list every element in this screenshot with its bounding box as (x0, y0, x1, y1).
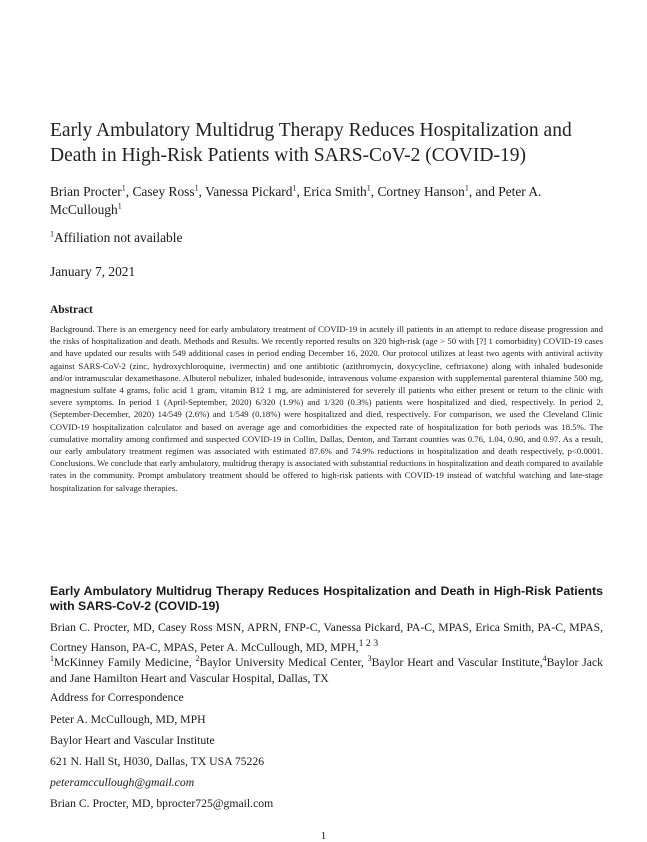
page-number: 1 (320, 830, 327, 842)
affiliation-sup: 1 (50, 229, 54, 239)
author-name: Erica Smith (303, 184, 367, 199)
author-name: Vanessa Pickard (205, 184, 293, 199)
author-name: Casey Ross (132, 184, 195, 199)
affiliation-text: Affiliation not available (54, 230, 183, 245)
author-name: Peter A. McCullough (50, 184, 542, 217)
section-title: Early Ambulatory Multidrug Therapy Reduces Hospitalization and Death in High-Risk Patients with SARS-CoV-2 (COVID-19) (50, 584, 603, 613)
correspondence-heading: Address for Correspondence (50, 691, 184, 704)
credentials-sup: 1 2 3 (358, 637, 379, 649)
author-affil-sup: 1 (292, 183, 297, 193)
author-name: Cortney Hanson (377, 184, 465, 199)
affiliation-line (50, 230, 182, 246)
author-affil-sup: 1 (464, 183, 469, 193)
contact-name: Peter A. McCullough, MD, MPH (50, 713, 206, 726)
second-contact: Brian C. Procter, MD, bprocter725@gmail.com (50, 797, 274, 810)
contact-email: peteramccullough@gmail.com (50, 776, 195, 789)
affil-text: Baylor Heart and Vascular Institute, (371, 656, 543, 669)
affil-text: Baylor University Medical Center, (199, 656, 368, 669)
author-affil-sup: 1 (366, 183, 371, 193)
author-affil-sup: 1 (121, 183, 126, 193)
author-credentials (50, 620, 603, 655)
affil-sup: 4 (542, 654, 547, 664)
margin-watermark (0, 0, 10, 842)
abstract-text: Background. There is an emergency need for early ambulatory treatment of COVID-19 in acutely ill patients in an attempt to reduce disease progression and the risks of hospitalization and death. Methods and Results. We recently reported results on 320 high-risk (age > 50 with [?] 1 comorbidity) COVID-19 cases and have updated our results with 549 additional cases in period ending December 16, 2020. Our protocol utilizes at least two agents with antiviral activity against SARS-CoV-2 (zinc, hydroxychloroquine, ivermectin) and one antibiotic (azithromycin, doxycycline, ceftriaxone) along with inhaled budesonide and/or intramuscular dexamethasone. Albuterol nebulizer, inhaled budesonide, intravenous volume expansion with supplemental parenteral thiamine 500 mg, magnesium sulfate 4 grams, folic acid 1 gram, vitamin B12 1 mg, are administered for severely ill patients who either present or return to the clinic with severe symptoms. In period 1 (April-September, 2020) 6/320 (1.9%) and 1/320 (0.3%) patients were hospitalized and died, respectively. In period 2, (September-December, 2020) 14/549 (2.6%) and 1/549 (0.18%) were hospitalized and died, respectively. For comparison, we used the Cleveland Clinic COVID-19 hospitalization calculator and based on average age and comorbidities the expected rate of hospitalization for both periods was 18.5%. The cumulative mortality among confirmed and suspected COVID-19 in Collin, Dallas, Denton, and Tarrant counties was 0.76, 1.04, 0.90, and 0.97. As a result, our early ambulatory treatment regimen was associated with estimated 87.6% and 74.9% reductions in hospitalization and death respectively, p<0.0001. Conclusions. We conclude that early ambulatory, multidrug therapy is associated with substantial reductions in hospitalization and death compared to available rates in the community. Prompt ambulatory treatment should be offered to high-risk patients with COVID-19 instead of watchful watching and late-stage hospitalization for salvage therapies. (50, 324, 603, 493)
affil-sup: 3 (367, 654, 372, 664)
affil-sup: 2 (195, 654, 200, 664)
contact-street-address: 621 N. Hall St, H030, Dallas, TX USA 75226 (50, 755, 265, 768)
affil-text: Baylor Jack and Jane Hamilton Heart and Vascular Hospital, Dallas, TX (50, 656, 603, 685)
affil-text: McKinney Family Medicine, (54, 656, 196, 669)
author-credentials-text: Brian C. Procter, MD, Casey Ross MSN, APRN, FNP-C, Vanessa Pickard, PA-C, MPAS, Erica Smith, PA-C, MPAS, Cortney Hanson, PA-C, MPAS, Peter A. McCullough, MD, MPH, (50, 621, 603, 654)
abstract-heading: Abstract (50, 304, 93, 316)
affiliations-list (50, 655, 603, 686)
author-affil-sup: 1 (194, 183, 199, 193)
publication-date: January 7, 2021 (50, 264, 136, 279)
affil-sup: 1 (50, 654, 54, 664)
author-name: Brian Procter (50, 184, 122, 199)
contact-institute: Baylor Heart and Vascular Institute (50, 734, 215, 747)
paper-title: Early Ambulatory Multidrug Therapy Reduces Hospitalization and Death in High-Risk Patients with SARS-CoV-2 (COVID-19) (50, 120, 572, 166)
author-list: Brian Procter$^1$, Casey Ross$^1$, Vanessa Pickard$^1$, Erica Smith$^1$, Cortney Hanson$^1$, and Peter A. McCullough$^1$ (50, 183, 542, 217)
author-affil-sup: 1 (117, 201, 122, 211)
